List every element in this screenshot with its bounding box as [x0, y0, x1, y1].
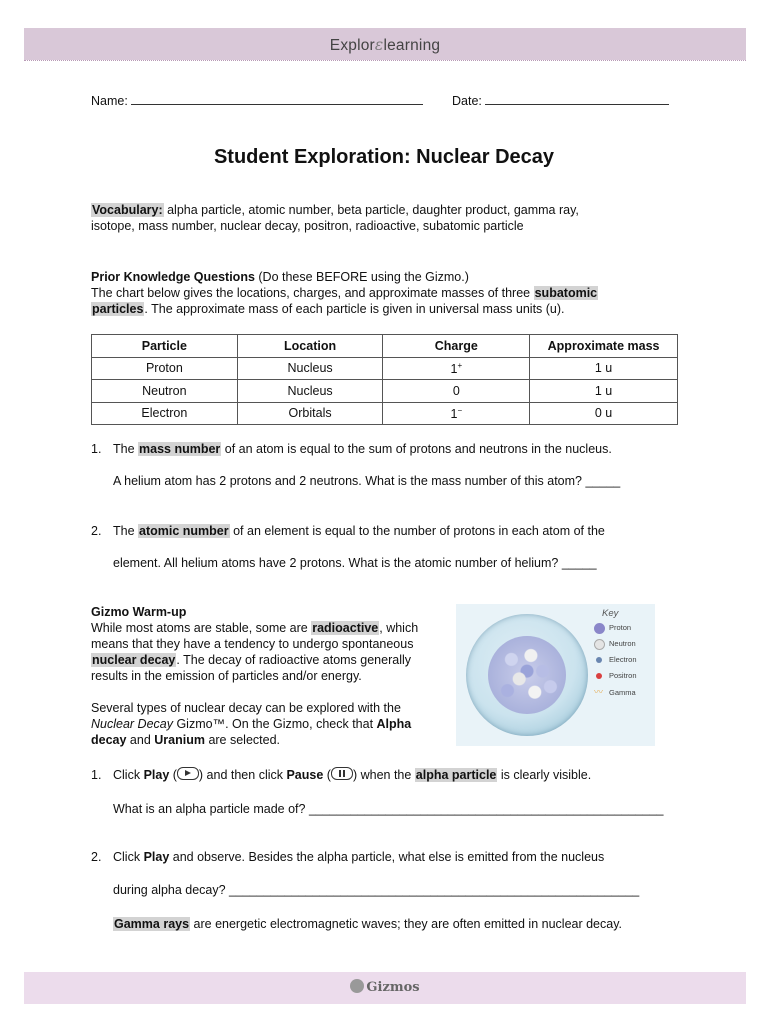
header-bar	[24, 28, 746, 60]
key-title: Key	[602, 608, 619, 619]
particle-key	[594, 608, 654, 702]
date-line[interactable]	[485, 92, 669, 105]
positron-icon	[596, 673, 602, 679]
footer-bar	[24, 972, 746, 1004]
warmup-question-2: 2. Click Play and observe. Besides the alpha particle, what else is emitted from the nucleus	[91, 850, 605, 864]
table-header: Charge	[383, 335, 530, 358]
gizmos-logo: Gizmos	[24, 979, 746, 995]
gamma-wave-icon: 〰	[594, 687, 604, 697]
vocabulary-block: Vocabulary: alpha particle, atomic number, beta particle, daughter product, gamma ray, isotope, mass number, nuclear decay, positron, radioactive, subatomic particle	[91, 203, 579, 233]
page-title: Student Exploration: Nuclear Decay	[213, 146, 555, 168]
key-item-positron: Positron	[594, 670, 654, 686]
prior-heading: Prior Knowledge Questions	[91, 270, 255, 284]
warmup-block: Gizmo Warm-up While most atoms are stable, some are radioactive, which means that they have a tendency to undergo spontaneous nuclear decay. The decay of radioactive atoms generally results in the emission of particles and/or energy. Several types of nuclear decay can be explored with the Nuclear Decay Gizmo™. On the Gizmo, check that Alpha decay and Uranium are selected.	[91, 604, 456, 748]
name-field[interactable]	[91, 92, 423, 109]
name-line[interactable]	[131, 92, 423, 105]
vocabulary-label: Vocabulary:	[92, 203, 163, 217]
question-2: 2. The atomic number of an element is equal to the number of protons in each atom of the	[91, 524, 605, 538]
warmup-question-1-prompt[interactable]: What is an alpha particle made of? ___________________________________________________	[113, 802, 664, 816]
neutron-icon	[594, 639, 605, 650]
header-divider	[24, 60, 746, 61]
table-row: Electron Orbitals 1− 0 u	[92, 402, 678, 425]
key-item-gamma: 〰 Gamma	[594, 687, 636, 697]
warmup-question-1: 1. Click Play ( ) and then click Pause ( ) when the alpha particle is clearly visible.	[91, 768, 592, 782]
date-label: Date:	[452, 94, 482, 108]
pause-icon	[331, 767, 353, 780]
gizmos-logo-icon	[350, 979, 364, 993]
question-1-prompt[interactable]: A helium atom has 2 protons and 2 neutrons. What is the mass number of this atom? _____	[113, 474, 621, 488]
table-header-row	[92, 335, 678, 358]
table-row: Proton Nucleus 1+ 1 u	[92, 357, 678, 380]
gamma-rays-note: Gamma rays are energetic electromagnetic waves; they are often emitted in nuclear decay.	[114, 917, 623, 931]
atom-sphere	[466, 614, 588, 736]
explorelearning-logo: Explorɛlearning	[329, 36, 441, 54]
key-item-neutron: Neutron	[594, 638, 654, 654]
proton-icon	[594, 623, 605, 634]
question-1: 1. The mass number of an atom is equal to the sum of protons and neutrons in the nucleus.	[91, 442, 612, 456]
table-header: Particle	[92, 335, 238, 358]
table-header: Location	[237, 335, 383, 358]
warmup-question-2-prompt[interactable]: during alpha decay? ___________________________________________________________	[113, 883, 640, 897]
table-header: Approximate mass	[530, 335, 678, 358]
key-item-proton: Proton	[594, 622, 654, 638]
electron-icon	[596, 657, 602, 663]
date-field[interactable]	[452, 92, 669, 109]
question-2-prompt[interactable]: element. All helium atoms have 2 protons. What is the atomic number of helium? _____	[113, 556, 597, 570]
prior-knowledge-block: Prior Knowledge Questions (Do these BEFORE using the Gizmo.) The chart below gives the locations, charges, and approximate masses of three subatomic particles. The approximate mass of each particle is given in universal mass units (u).	[91, 270, 598, 316]
particle-table	[91, 334, 678, 425]
key-item-electron: Electron	[594, 654, 654, 670]
nuclear-decay-atom-image	[456, 604, 655, 746]
warmup-heading: Gizmo Warm-up	[91, 605, 187, 619]
nucleus-icon	[488, 636, 566, 714]
table-row: Neutron Nucleus 0 1 u	[92, 380, 678, 403]
name-label: Name:	[91, 94, 128, 108]
play-icon	[177, 767, 199, 780]
